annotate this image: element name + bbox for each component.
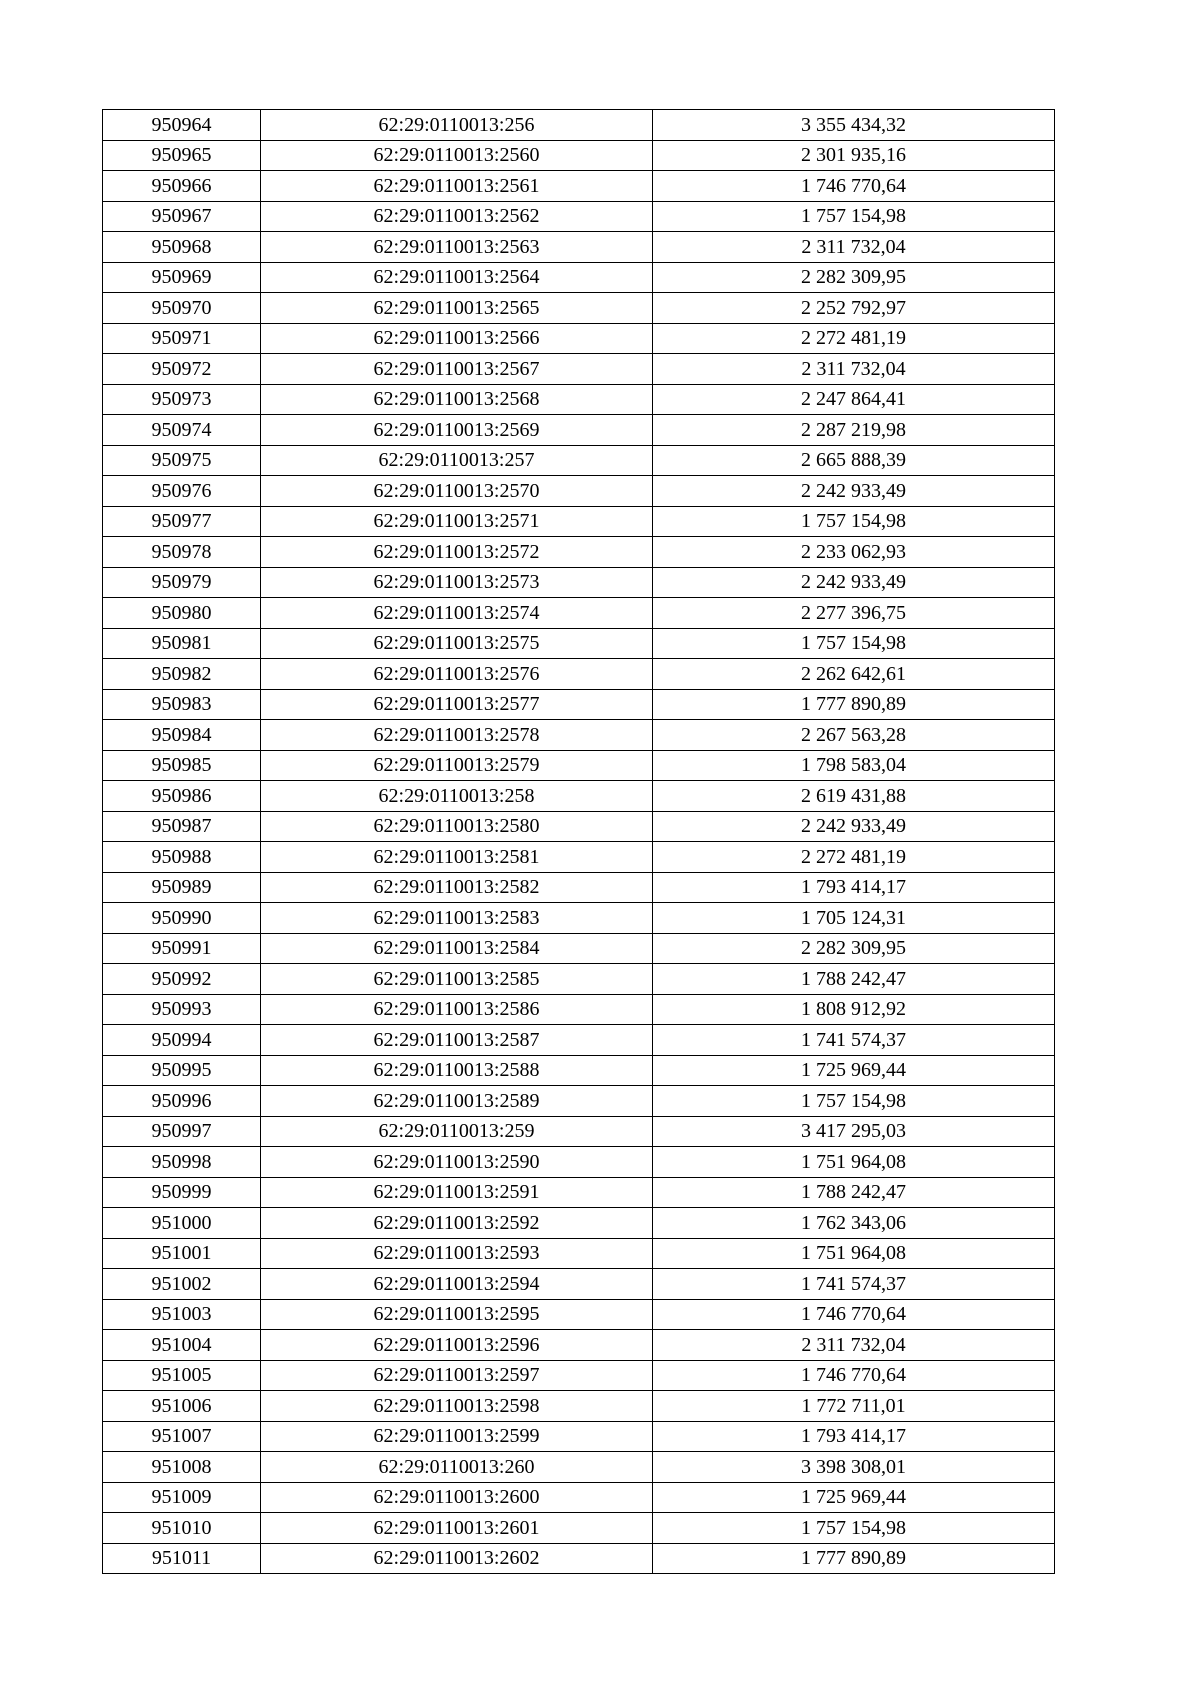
table-row — [103, 1025, 1055, 1056]
row-number-cell: 950990 — [103, 903, 261, 934]
row-number-cell: 950964 — [103, 110, 261, 141]
value-cell: 1 777 890,89 — [653, 689, 1055, 720]
value-cell: 1 777 890,89 — [653, 1543, 1055, 1574]
cadastral-number-cell: 62:29:0110013:2598 — [261, 1391, 653, 1422]
row-number-cell: 950967 — [103, 201, 261, 232]
table-row — [103, 1238, 1055, 1269]
value-cell: 2 301 935,16 — [653, 140, 1055, 171]
value-cell: 1 746 770,64 — [653, 1299, 1055, 1330]
row-number-cell: 950983 — [103, 689, 261, 720]
cadastral-number-cell: 62:29:0110013:2575 — [261, 628, 653, 659]
row-number-cell: 950975 — [103, 445, 261, 476]
table-row — [103, 689, 1055, 720]
cadastral-number-cell: 62:29:0110013:2599 — [261, 1421, 653, 1452]
cadastral-number-cell: 62:29:0110013:2579 — [261, 750, 653, 781]
row-number-cell: 950991 — [103, 933, 261, 964]
value-cell: 1 751 964,08 — [653, 1147, 1055, 1178]
row-number-cell: 950973 — [103, 384, 261, 415]
cadastral-number-cell: 62:29:0110013:2573 — [261, 567, 653, 598]
cadastral-number-cell: 62:29:0110013:2564 — [261, 262, 653, 293]
row-number-cell: 951005 — [103, 1360, 261, 1391]
cadastral-number-cell: 62:29:0110013:2591 — [261, 1177, 653, 1208]
table-row — [103, 1482, 1055, 1513]
cadastral-number-cell: 62:29:0110013:2583 — [261, 903, 653, 934]
cadastral-number-cell: 62:29:0110013:2577 — [261, 689, 653, 720]
row-number-cell: 950993 — [103, 994, 261, 1025]
row-number-cell: 950984 — [103, 720, 261, 751]
row-number-cell: 951006 — [103, 1391, 261, 1422]
table-row — [103, 171, 1055, 202]
value-cell: 2 277 396,75 — [653, 598, 1055, 629]
row-number-cell: 951003 — [103, 1299, 261, 1330]
table-row — [103, 659, 1055, 690]
value-cell: 1 798 583,04 — [653, 750, 1055, 781]
table-row — [103, 1116, 1055, 1147]
value-cell: 1 772 711,01 — [653, 1391, 1055, 1422]
cadastral-number-cell: 62:29:0110013:260 — [261, 1452, 653, 1483]
value-cell: 2 272 481,19 — [653, 323, 1055, 354]
cadastral-number-cell: 62:29:0110013:2578 — [261, 720, 653, 751]
row-number-cell: 950980 — [103, 598, 261, 629]
table-body — [103, 110, 1055, 1574]
value-cell: 2 287 219,98 — [653, 415, 1055, 446]
value-cell: 1 741 574,37 — [653, 1025, 1055, 1056]
cadastral-number-cell: 62:29:0110013:257 — [261, 445, 653, 476]
value-cell: 2 242 933,49 — [653, 811, 1055, 842]
cadastral-number-cell: 62:29:0110013:256 — [261, 110, 653, 141]
table-row — [103, 262, 1055, 293]
value-cell: 1 725 969,44 — [653, 1055, 1055, 1086]
row-number-cell: 950972 — [103, 354, 261, 385]
cadastral-number-cell: 62:29:0110013:2592 — [261, 1208, 653, 1239]
row-number-cell: 950966 — [103, 171, 261, 202]
value-cell: 1 746 770,64 — [653, 171, 1055, 202]
cadastral-number-cell: 62:29:0110013:2590 — [261, 1147, 653, 1178]
row-number-cell: 950978 — [103, 537, 261, 568]
cadastral-number-cell: 62:29:0110013:2562 — [261, 201, 653, 232]
row-number-cell: 951007 — [103, 1421, 261, 1452]
table-row — [103, 354, 1055, 385]
table-row — [103, 476, 1055, 507]
cadastral-number-cell: 62:29:0110013:2588 — [261, 1055, 653, 1086]
cadastral-number-cell: 62:29:0110013:2576 — [261, 659, 653, 690]
row-number-cell: 951011 — [103, 1543, 261, 1574]
cadastral-number-cell: 62:29:0110013:2593 — [261, 1238, 653, 1269]
value-cell: 1 762 343,06 — [653, 1208, 1055, 1239]
table-row — [103, 1391, 1055, 1422]
cadastral-number-cell: 62:29:0110013:2561 — [261, 171, 653, 202]
value-cell: 1 757 154,98 — [653, 1086, 1055, 1117]
value-cell: 2 242 933,49 — [653, 567, 1055, 598]
row-number-cell: 951001 — [103, 1238, 261, 1269]
value-cell: 1 757 154,98 — [653, 201, 1055, 232]
value-cell: 2 267 563,28 — [653, 720, 1055, 751]
value-cell: 2 311 732,04 — [653, 232, 1055, 263]
value-cell: 2 311 732,04 — [653, 1330, 1055, 1361]
table-row — [103, 567, 1055, 598]
value-cell: 3 355 434,32 — [653, 110, 1055, 141]
row-number-cell: 951004 — [103, 1330, 261, 1361]
cadastral-number-cell: 62:29:0110013:259 — [261, 1116, 653, 1147]
cadastral-number-cell: 62:29:0110013:2567 — [261, 354, 653, 385]
row-number-cell: 950996 — [103, 1086, 261, 1117]
value-cell: 1 757 154,98 — [653, 1513, 1055, 1544]
table-row — [103, 1513, 1055, 1544]
value-cell: 1 808 912,92 — [653, 994, 1055, 1025]
cadastral-number-cell: 62:29:0110013:2572 — [261, 537, 653, 568]
row-number-cell: 951010 — [103, 1513, 261, 1544]
table-row — [103, 1177, 1055, 1208]
value-cell: 1 746 770,64 — [653, 1360, 1055, 1391]
table-row — [103, 1208, 1055, 1239]
value-cell: 3 417 295,03 — [653, 1116, 1055, 1147]
table-row — [103, 415, 1055, 446]
cadastral-number-cell: 62:29:0110013:2571 — [261, 506, 653, 537]
table-row — [103, 1421, 1055, 1452]
cadastral-number-cell: 62:29:0110013:2601 — [261, 1513, 653, 1544]
row-number-cell: 950989 — [103, 872, 261, 903]
row-number-cell: 950994 — [103, 1025, 261, 1056]
cadastral-number-cell: 62:29:0110013:2565 — [261, 293, 653, 324]
value-cell: 1 725 969,44 — [653, 1482, 1055, 1513]
table-row — [103, 1452, 1055, 1483]
table-row — [103, 872, 1055, 903]
table-row — [103, 1086, 1055, 1117]
value-cell: 1 757 154,98 — [653, 506, 1055, 537]
row-number-cell: 950988 — [103, 842, 261, 873]
value-cell: 1 793 414,17 — [653, 872, 1055, 903]
cadastral-number-cell: 62:29:0110013:2563 — [261, 232, 653, 263]
table-row — [103, 140, 1055, 171]
value-cell: 1 741 574,37 — [653, 1269, 1055, 1300]
value-cell: 1 705 124,31 — [653, 903, 1055, 934]
value-cell: 2 282 309,95 — [653, 933, 1055, 964]
table-row — [103, 110, 1055, 141]
table-row — [103, 720, 1055, 751]
cadastral-number-cell: 62:29:0110013:2581 — [261, 842, 653, 873]
row-number-cell: 950974 — [103, 415, 261, 446]
row-number-cell: 950970 — [103, 293, 261, 324]
row-number-cell: 950968 — [103, 232, 261, 263]
table-row — [103, 598, 1055, 629]
table-row — [103, 1330, 1055, 1361]
table-row — [103, 1543, 1055, 1574]
cadastral-number-cell: 62:29:0110013:2580 — [261, 811, 653, 842]
data-table — [102, 109, 1055, 1574]
row-number-cell: 950997 — [103, 1116, 261, 1147]
row-number-cell: 950981 — [103, 628, 261, 659]
table-row — [103, 506, 1055, 537]
row-number-cell: 951009 — [103, 1482, 261, 1513]
table-row — [103, 445, 1055, 476]
row-number-cell: 950977 — [103, 506, 261, 537]
cadastral-number-cell: 62:29:0110013:2560 — [261, 140, 653, 171]
cadastral-number-cell: 62:29:0110013:2584 — [261, 933, 653, 964]
cadastral-number-cell: 62:29:0110013:2596 — [261, 1330, 653, 1361]
table-row — [103, 232, 1055, 263]
row-number-cell: 951008 — [103, 1452, 261, 1483]
value-cell: 2 311 732,04 — [653, 354, 1055, 385]
table-row — [103, 201, 1055, 232]
cadastral-number-cell: 62:29:0110013:2602 — [261, 1543, 653, 1574]
table-row — [103, 994, 1055, 1025]
table-row — [103, 628, 1055, 659]
cadastral-number-cell: 62:29:0110013:2587 — [261, 1025, 653, 1056]
value-cell: 1 793 414,17 — [653, 1421, 1055, 1452]
row-number-cell: 950976 — [103, 476, 261, 507]
cadastral-number-cell: 62:29:0110013:2600 — [261, 1482, 653, 1513]
table-row — [103, 750, 1055, 781]
cadastral-number-cell: 62:29:0110013:2586 — [261, 994, 653, 1025]
row-number-cell: 950982 — [103, 659, 261, 690]
cadastral-number-cell: 62:29:0110013:2594 — [261, 1269, 653, 1300]
row-number-cell: 950999 — [103, 1177, 261, 1208]
value-cell: 2 619 431,88 — [653, 781, 1055, 812]
row-number-cell: 951002 — [103, 1269, 261, 1300]
table-row — [103, 933, 1055, 964]
value-cell: 1 757 154,98 — [653, 628, 1055, 659]
cadastral-number-cell: 62:29:0110013:2597 — [261, 1360, 653, 1391]
value-cell: 2 233 062,93 — [653, 537, 1055, 568]
row-number-cell: 950979 — [103, 567, 261, 598]
cadastral-number-cell: 62:29:0110013:2570 — [261, 476, 653, 507]
value-cell: 2 252 792,97 — [653, 293, 1055, 324]
table-row — [103, 1269, 1055, 1300]
cadastral-number-cell: 62:29:0110013:2589 — [261, 1086, 653, 1117]
row-number-cell: 950995 — [103, 1055, 261, 1086]
table-row — [103, 1055, 1055, 1086]
row-number-cell: 950971 — [103, 323, 261, 354]
table-row — [103, 293, 1055, 324]
table-row — [103, 384, 1055, 415]
row-number-cell: 950998 — [103, 1147, 261, 1178]
row-number-cell: 950986 — [103, 781, 261, 812]
value-cell: 2 665 888,39 — [653, 445, 1055, 476]
table-row — [103, 964, 1055, 995]
row-number-cell: 950992 — [103, 964, 261, 995]
row-number-cell: 950965 — [103, 140, 261, 171]
table-row — [103, 323, 1055, 354]
cadastral-number-cell: 62:29:0110013:2582 — [261, 872, 653, 903]
table-row — [103, 1299, 1055, 1330]
value-cell: 2 262 642,61 — [653, 659, 1055, 690]
value-cell: 1 788 242,47 — [653, 964, 1055, 995]
table-row — [103, 537, 1055, 568]
row-number-cell: 950985 — [103, 750, 261, 781]
table-row — [103, 903, 1055, 934]
table-row — [103, 1360, 1055, 1391]
row-number-cell: 950969 — [103, 262, 261, 293]
cadastral-number-cell: 62:29:0110013:2585 — [261, 964, 653, 995]
value-cell: 2 272 481,19 — [653, 842, 1055, 873]
row-number-cell: 950987 — [103, 811, 261, 842]
value-cell: 2 242 933,49 — [653, 476, 1055, 507]
table-row — [103, 781, 1055, 812]
table-row — [103, 1147, 1055, 1178]
value-cell: 2 282 309,95 — [653, 262, 1055, 293]
table-row — [103, 842, 1055, 873]
cadastral-number-cell: 62:29:0110013:2574 — [261, 598, 653, 629]
value-cell: 1 788 242,47 — [653, 1177, 1055, 1208]
value-cell: 1 751 964,08 — [653, 1238, 1055, 1269]
cadastral-number-cell: 62:29:0110013:2566 — [261, 323, 653, 354]
value-cell: 3 398 308,01 — [653, 1452, 1055, 1483]
cadastral-number-cell: 62:29:0110013:2568 — [261, 384, 653, 415]
row-number-cell: 951000 — [103, 1208, 261, 1239]
cadastral-number-cell: 62:29:0110013:258 — [261, 781, 653, 812]
cadastral-number-cell: 62:29:0110013:2595 — [261, 1299, 653, 1330]
cadastral-number-cell: 62:29:0110013:2569 — [261, 415, 653, 446]
value-cell: 2 247 864,41 — [653, 384, 1055, 415]
table-row — [103, 811, 1055, 842]
